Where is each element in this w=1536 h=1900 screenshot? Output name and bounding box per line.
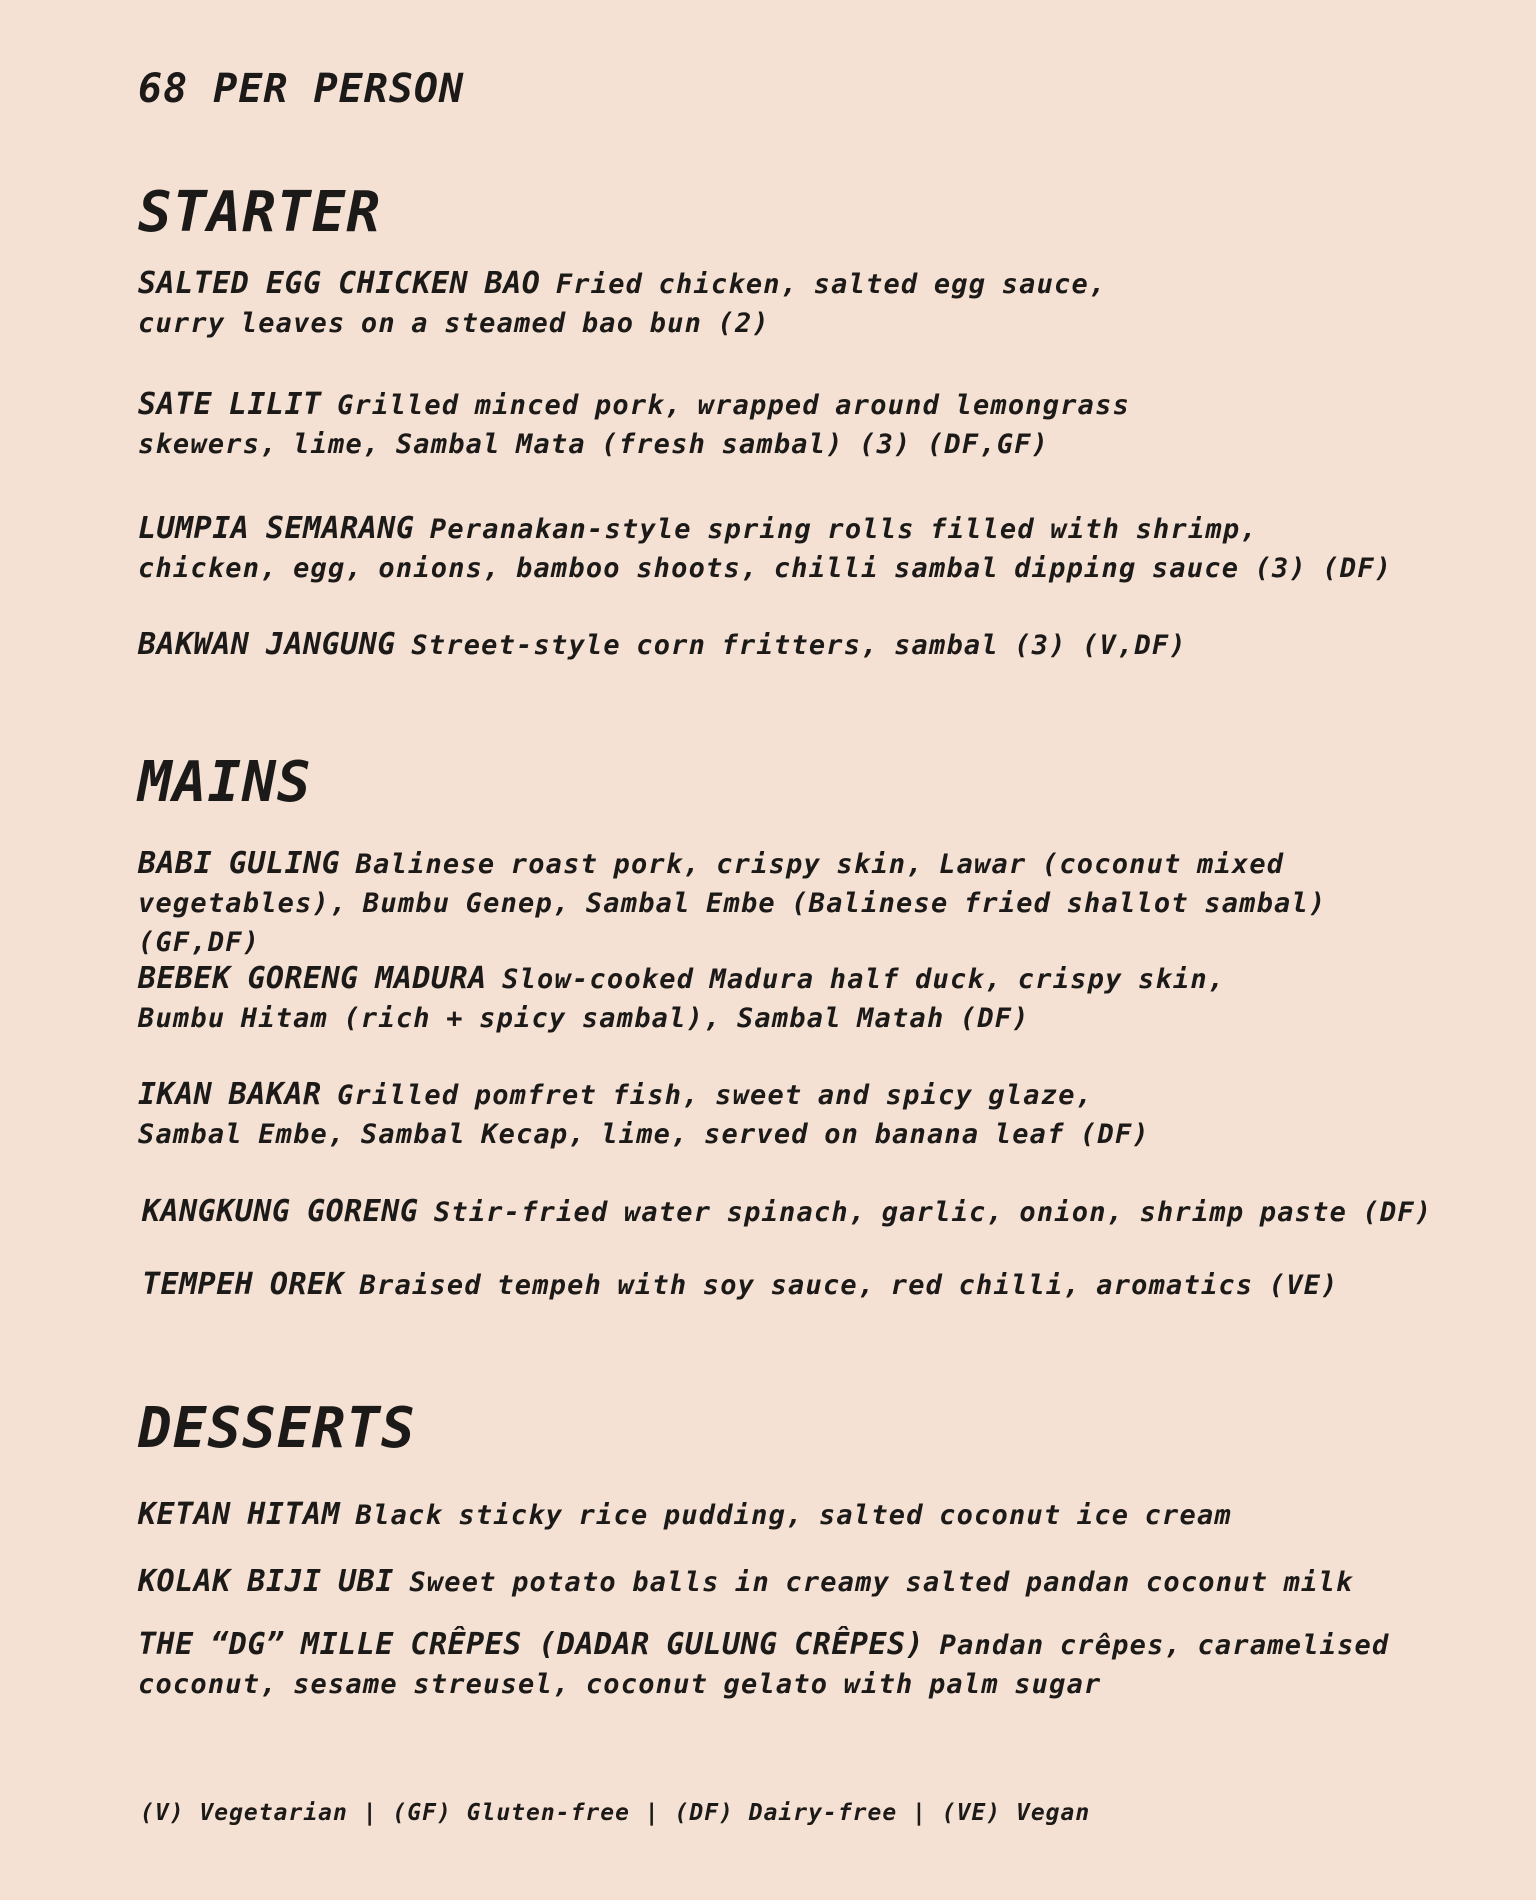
item-description: Street-style corn fritters, sambal (3) (V,DF) xyxy=(411,630,1187,661)
menu-item xyxy=(138,1075,1458,1154)
menu-item xyxy=(138,385,1458,464)
menu-item xyxy=(138,625,1458,665)
menu-item xyxy=(138,264,1458,343)
menu-item xyxy=(138,1625,1458,1704)
item-description: Slow-cooked Madura half duck, crispy skin, xyxy=(502,964,1226,995)
menu-item xyxy=(138,509,1458,588)
menu-item xyxy=(138,844,1458,962)
item-name: THE “DG” MILLE CRÊPES (DADAR GULUNG CRÊPES) xyxy=(138,1627,925,1662)
item-name: LUMPIA SEMARANG xyxy=(138,511,415,546)
item-description: Balinese roast pork, crispy skin, Lawar (coconut mixed xyxy=(355,849,1285,880)
item-description: Grilled pomfret fish, sweet and spicy glaze, xyxy=(337,1080,1094,1111)
item-name: SALTED EGG CHICKEN BAO xyxy=(138,266,541,301)
item-description: Peranakan-style spring rolls filled with shrimp, xyxy=(429,514,1258,545)
section-title-mains: MAINS xyxy=(138,750,312,815)
item-description: Pandan crêpes, caramelised xyxy=(939,1630,1390,1661)
menu-item xyxy=(142,1192,1462,1232)
item-name: KANGKUNG GORENG xyxy=(142,1194,419,1229)
item-description-cont: vegetables), Bumbu Genep, Sambal Embe (Balinese fried shallot sambal) (GF,DF) xyxy=(138,888,1327,958)
item-description: Braised tempeh with soy sauce, red chilli, aromatics (VE) xyxy=(359,1270,1339,1301)
item-description-cont: Sambal Embe, Sambal Kecap, lime, served on banana leaf (DF) xyxy=(138,1119,1150,1150)
menu-item xyxy=(138,959,1458,1038)
item-description-cont: skewers, lime, Sambal Mata (fresh sambal) (3) (DF,GF) xyxy=(138,429,1050,460)
dietary-legend: (V) Vegetarian | (GF) Gluten-free | (DF) Dairy-free | (VE) Vegan xyxy=(140,1800,1091,1826)
item-name: SATE LILIT xyxy=(138,387,322,422)
item-description-cont: curry leaves on a steamed bao bun (2) xyxy=(138,308,770,339)
item-description-cont: Bumbu Hitam (rich + spicy sambal), Sambal Matah (DF) xyxy=(138,1003,1030,1034)
item-description-cont: chicken, egg, onions, bamboo shoots, chilli sambal dipping sauce (3) (DF) xyxy=(138,553,1393,584)
item-description: Sweet potato balls in creamy salted pandan coconut milk xyxy=(409,1567,1354,1598)
item-description: Fried chicken, salted egg sauce, xyxy=(555,269,1107,300)
menu-item xyxy=(138,1495,1458,1535)
item-description-cont: coconut, sesame streusel, coconut gelato with palm sugar xyxy=(138,1669,1102,1700)
section-title-starter: STARTER xyxy=(138,180,382,245)
menu-item xyxy=(142,1265,1462,1305)
item-name: BAKWAN JANGUNG xyxy=(138,627,396,662)
item-name: IKAN BAKAR xyxy=(138,1077,322,1112)
menu-item xyxy=(138,1562,1458,1602)
item-name: KETAN HITAM xyxy=(138,1497,341,1532)
item-description: Grilled minced pork, wrapped around lemongrass xyxy=(337,390,1131,421)
item-description: Stir-fried water spinach, garlic, onion, shrimp paste (DF) xyxy=(433,1197,1433,1228)
item-name: BABI GULING xyxy=(138,846,341,881)
item-description: Black sticky rice pudding, salted coconut ice cream xyxy=(355,1500,1232,1531)
item-name: TEMPEH OREK xyxy=(142,1267,345,1302)
item-name: KOLAK BIJI UBI xyxy=(138,1564,394,1599)
item-name: BEBEK GORENG MADURA xyxy=(138,961,487,996)
section-title-desserts: DESSERTS xyxy=(138,1396,416,1461)
price-per-person: 68 PER PERSON xyxy=(138,66,465,112)
